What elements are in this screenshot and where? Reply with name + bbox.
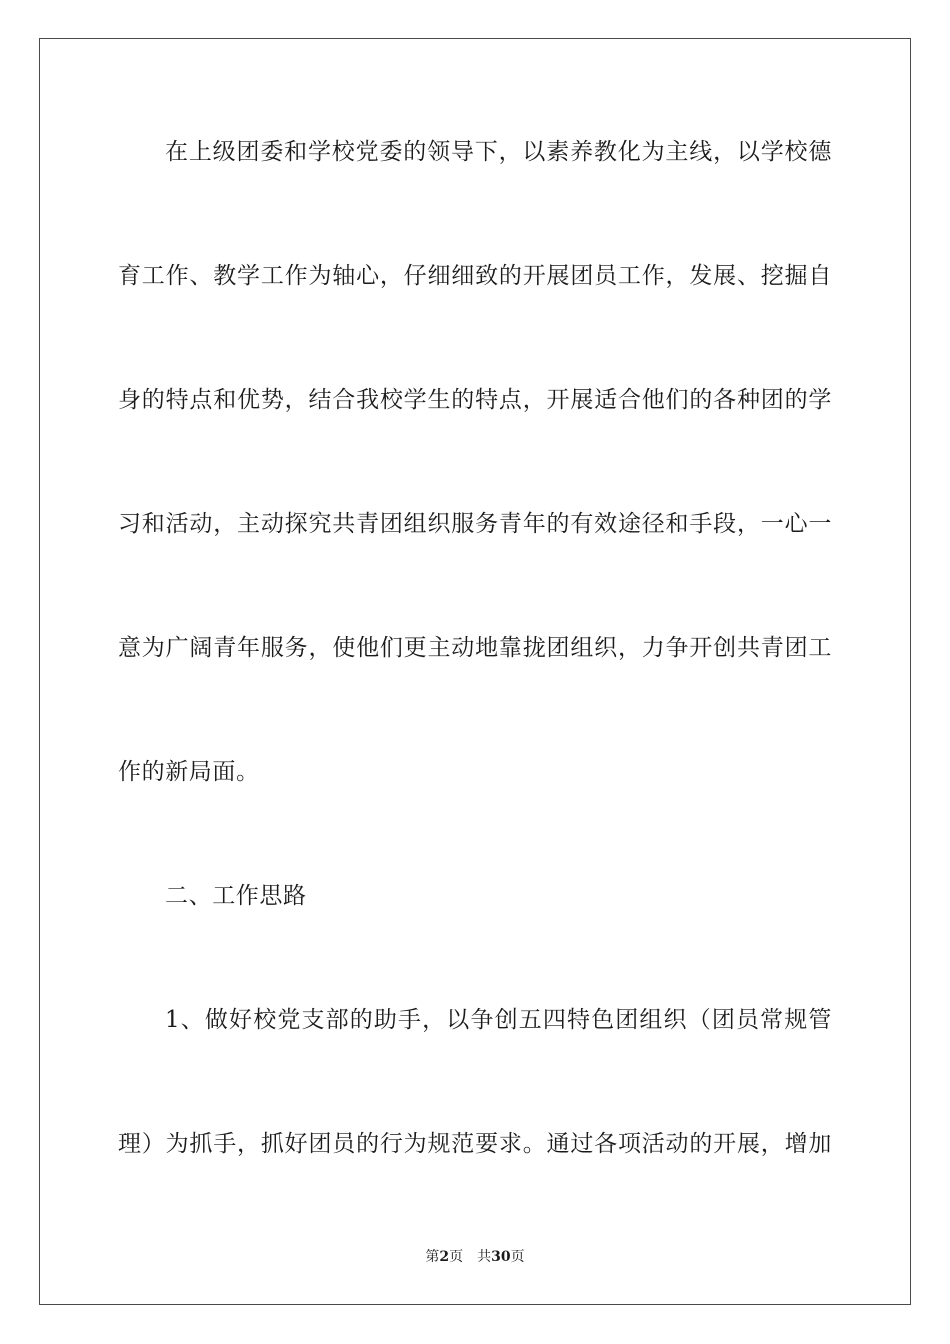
- paragraph-1-line-3: 身的特点和优势，结合我校学生的特点，开展适合他们的各种团的学: [118, 387, 832, 413]
- paragraph-1-line-6: 作的新局面。: [118, 759, 260, 785]
- page-label-suffix: 页: [449, 1249, 464, 1265]
- section-heading: 二、工作思路: [165, 883, 307, 909]
- paragraph-2-line-2: 理）为抓手，抓好团员的行为规范要求。通过各项活动的开展，增加: [118, 1131, 832, 1157]
- total-label-suffix: 页: [510, 1249, 525, 1265]
- paragraph-1-line-2: 育工作、教学工作为轴心，仔细细致的开展团员工作，发展、挖掘自: [118, 263, 832, 289]
- page-number: 2: [439, 1249, 450, 1265]
- page-footer: [0, 1248, 950, 1266]
- paragraph-1-line-4: 习和活动，主动探究共青团组织服务青年的有效途径和手段，一心一: [118, 511, 832, 537]
- page-border: [39, 38, 911, 1305]
- total-pages: 30: [491, 1249, 511, 1265]
- paragraph-1-line-1: 在上级团委和学校党委的领导下，以素养教化为主线，以学校德: [165, 139, 832, 165]
- page-label-prefix: 第: [425, 1249, 440, 1265]
- paragraph-1-line-5: 意为广阔青年服务，使他们更主动地靠拢团组织，力争开创共青团工: [118, 635, 832, 661]
- paragraph-2-line-1: 1、做好校党支部的助手，以争创五四特色团组织（团员常规管: [165, 1007, 832, 1033]
- total-label-prefix: 共: [477, 1249, 492, 1265]
